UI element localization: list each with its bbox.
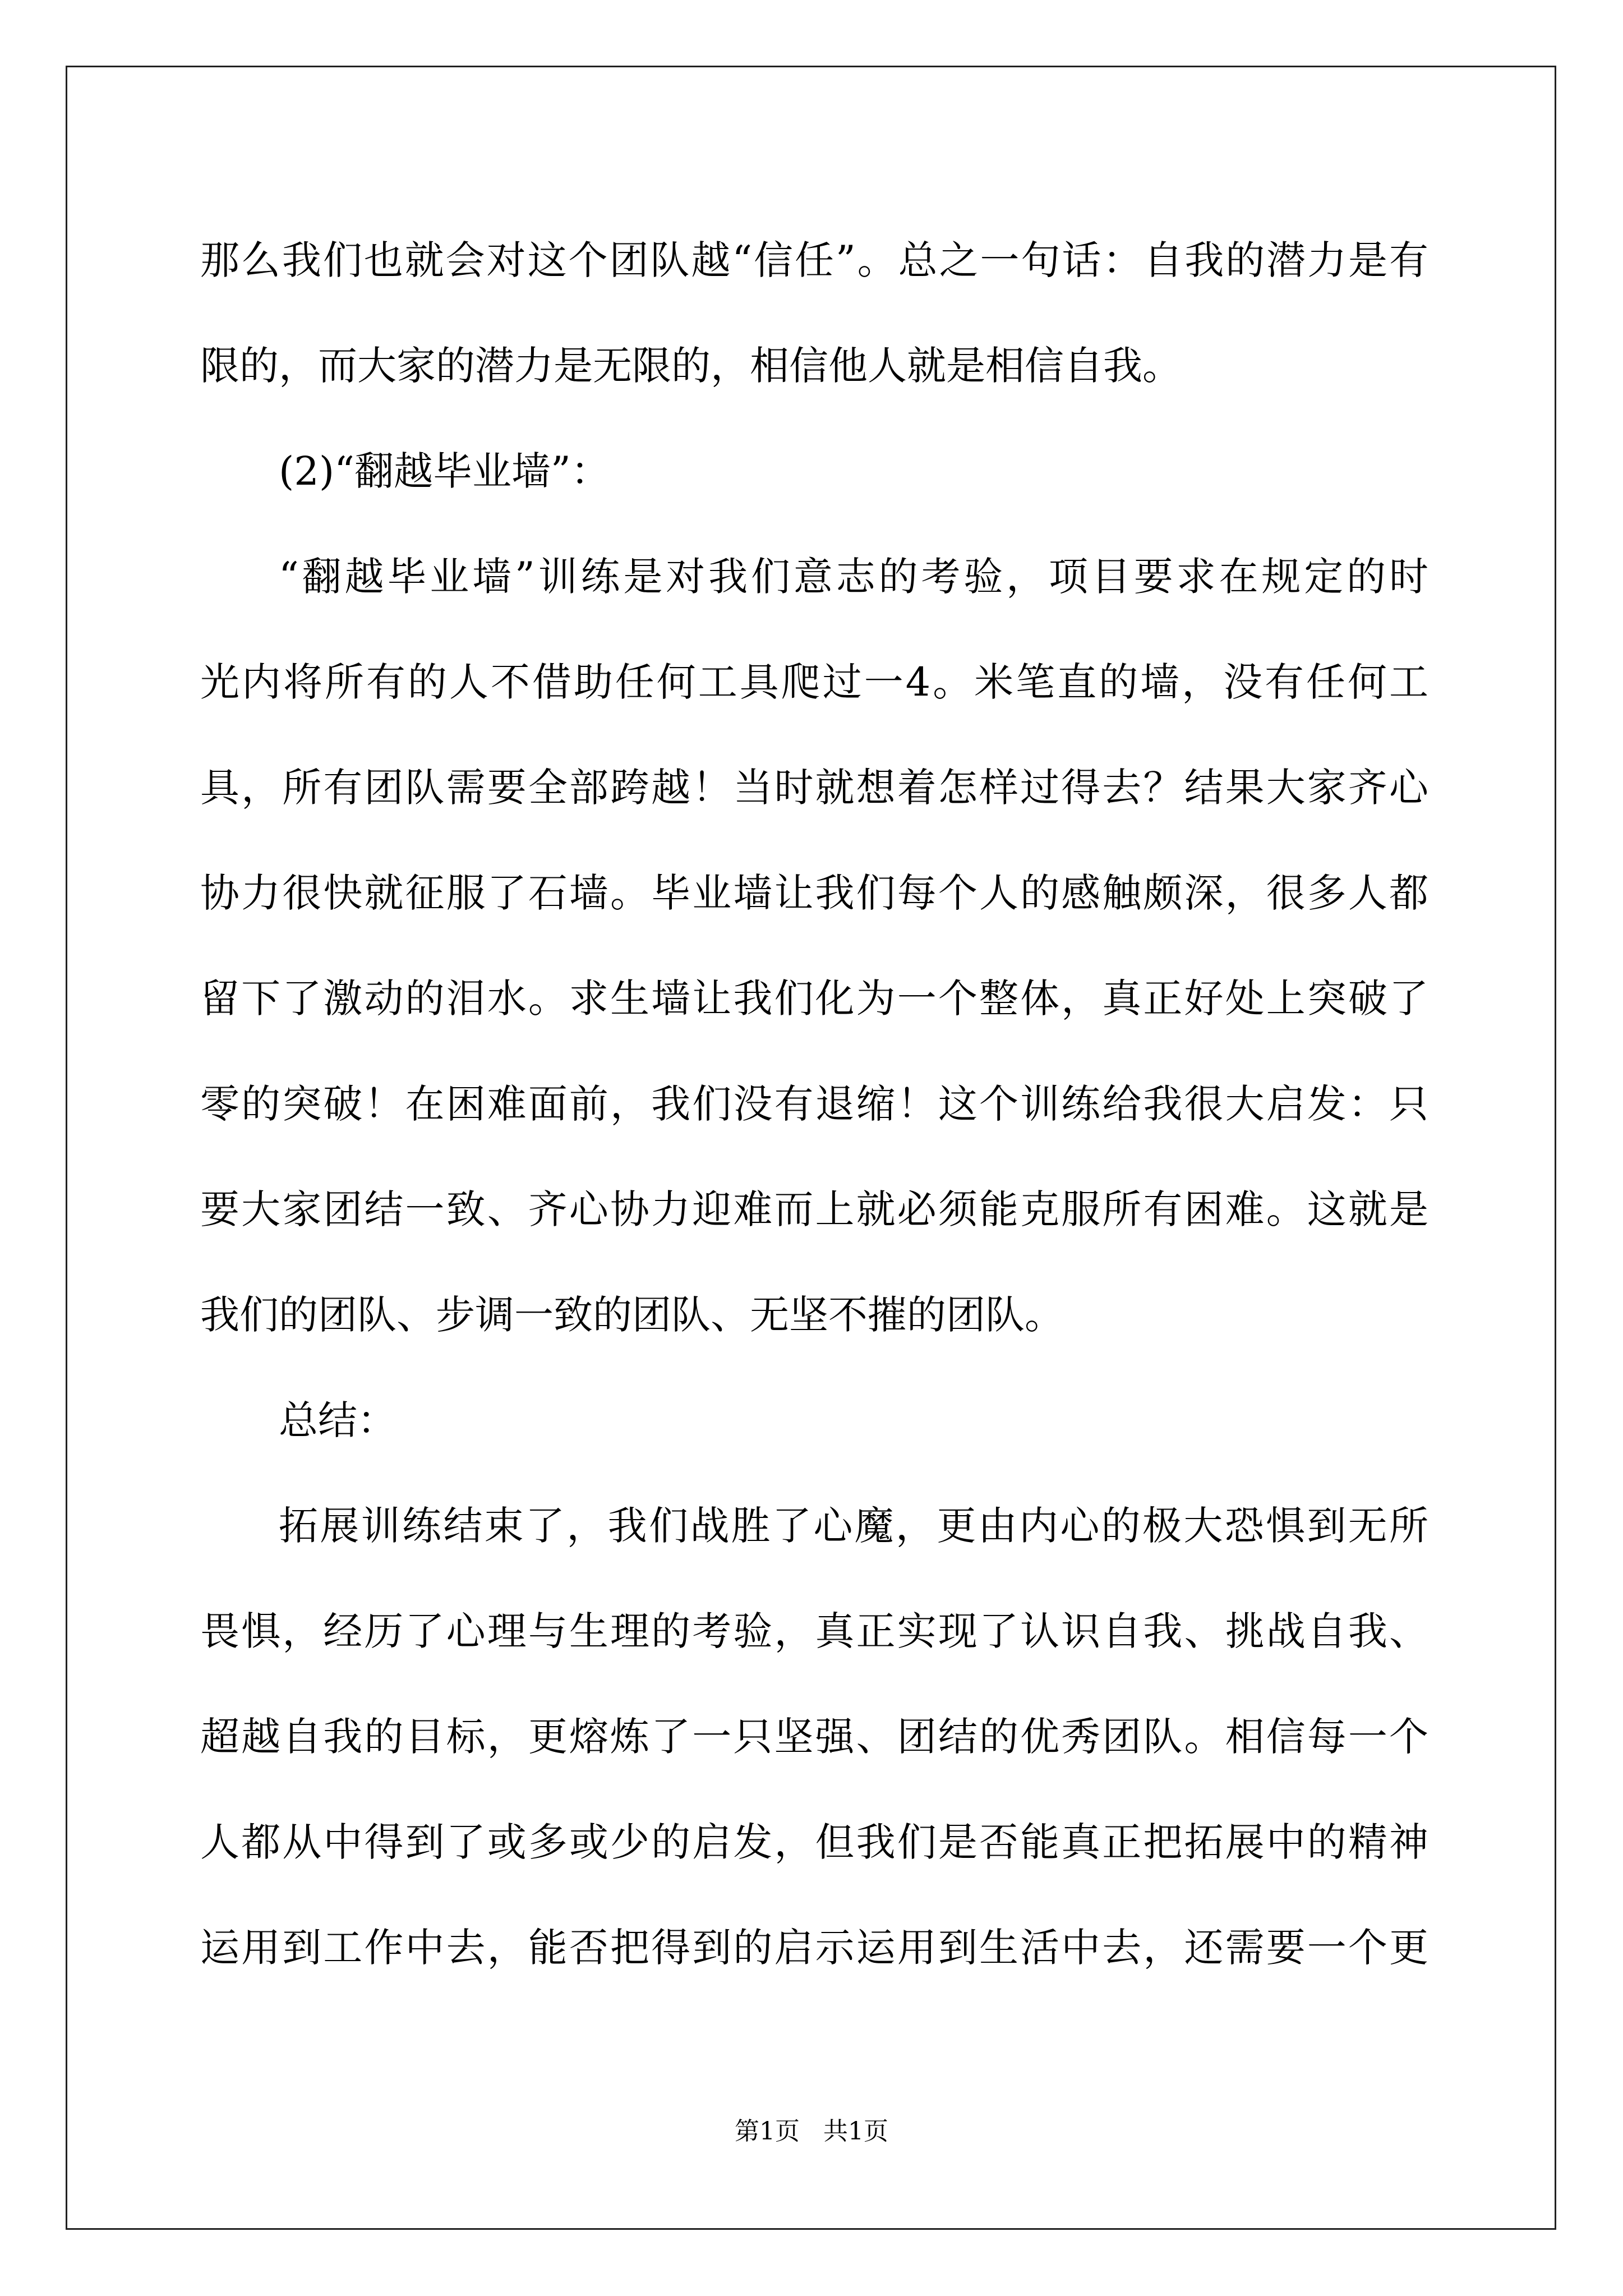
text-line: 协力很快就征服了石墙。毕业墙让我们每个人的感触颇深，很多人都 — [200, 870, 1428, 916]
document-body — [200, 208, 1428, 2000]
text-line: 那么我们也就会对这个团队越“信任”。总之一句话：自我的潜力是有 — [200, 237, 1428, 283]
text-line: 拓展训练结束了，我们战胜了心魔，更由内心的极大恐惧到无所 — [279, 1503, 1428, 1549]
text-line: 限的，而大家的潜力是无限的，相信他人就是相信自我。 — [200, 343, 1182, 389]
text-line: 超越自我的目标，更熔炼了一只坚强、团结的优秀团队。相信每一个 — [200, 1714, 1428, 1760]
text-line: 光内将所有的人不借助任何工具爬过一4。米笔直的墙，没有任何工 — [200, 659, 1428, 705]
text-line: 运用到工作中去，能否把得到的启示运用到生活中去，还需要一个更 — [200, 1925, 1428, 1971]
text-line: 具，所有团队需要全部跨越！当时就想着怎样过得去？结果大家齐心 — [200, 765, 1428, 811]
text-line: 要大家团结一致、齐心协力迎难而上就必须能克服所有困难。这就是 — [200, 1186, 1428, 1232]
text-line: 零的突破！在困难面前，我们没有退缩！这个训练给我很大启发：只 — [200, 1081, 1428, 1127]
section-heading: (2)“翻越毕业墙”： — [279, 448, 610, 494]
text-line: 畏惧，经历了心理与生理的考验，真正实现了认识自我、挑战自我、 — [200, 1608, 1428, 1654]
text-line: 人都从中得到了或多或少的启发，但我们是否能真正把拓展中的精神 — [200, 1819, 1428, 1865]
text-line: “翻越毕业墙”训练是对我们意志的考验，项目要求在规定的时 — [279, 554, 1428, 600]
section-heading: 总结： — [279, 1397, 396, 1443]
page-footer: 第1页 共1页 — [735, 2117, 888, 2146]
text-line: 我们的团队、步调一致的团队、无坚不摧的团队。 — [200, 1292, 1064, 1338]
text-line: 留下了激动的泪水。求生墙让我们化为一个整体，真正好处上突破了 — [200, 976, 1428, 1022]
